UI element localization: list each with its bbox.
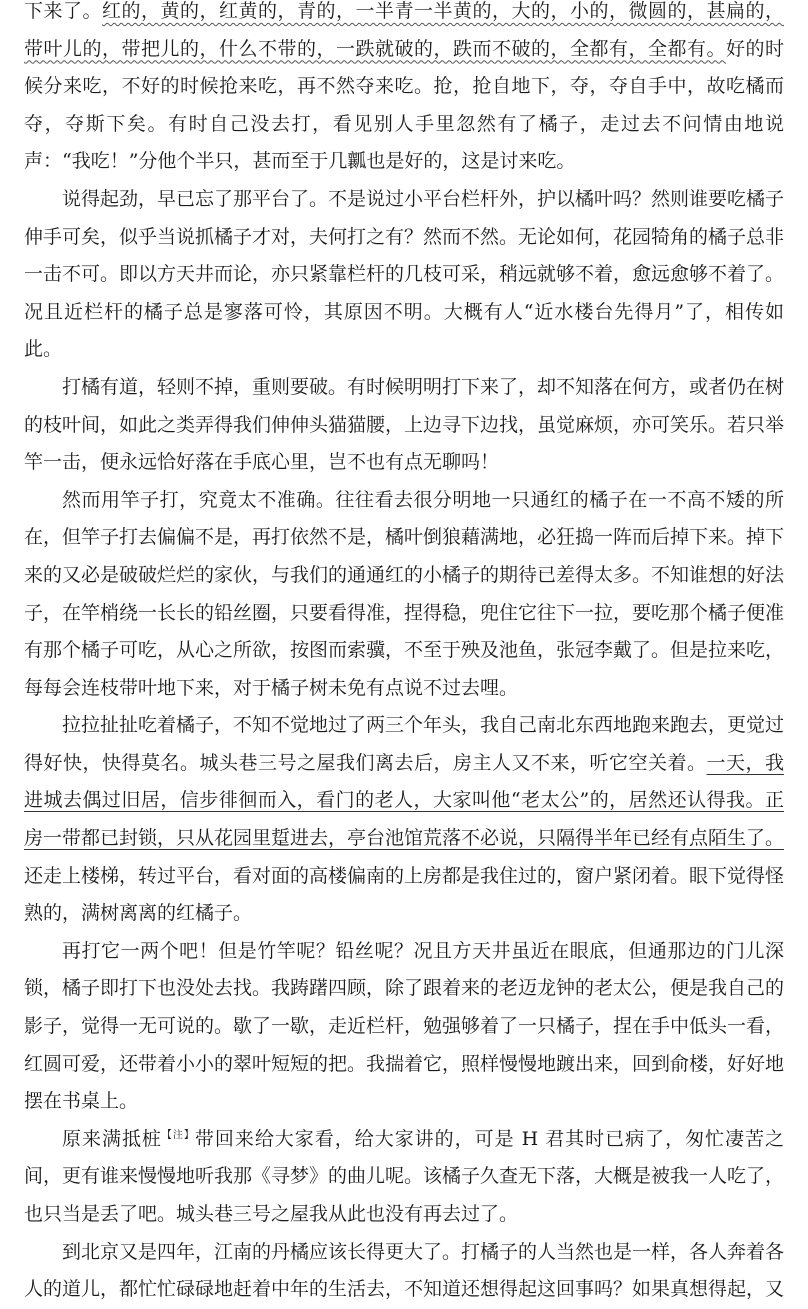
paragraph-5 xyxy=(24,707,784,933)
paragraph-1-start: 下来了。 xyxy=(24,0,102,22)
paragraph-3: 打橘有道，轻则不掉，重则要破。有时候明明打下来了，却不知落在何方，或者仍在树的枝叶间，如此之类弄得我们伸伸头猫猫腰，上边寻下边找，虽觉麻烦，亦可笑乐。若只举竿一击，便永远恰好落在手底心里，岂不也有点无聊吗！ xyxy=(24,375,785,474)
paragraph-4: 然而用竿子打，究竟太不准确。往往看去很分明地一只通红的橘子在一不高不矮的所在，但竿子打去偏偏不是，再打依然不是，橘叶倒狼藉满地，必狂捣一阵而后掉下来。掉下来的又必是破破烂烂的家伙，与我们的通通红的小橘子的期待已差得太多。不知谁想的好法子，在竿梢绕一长长的铅丝圈，只要看得准，捏得稳，兜住它往下一拉，要吃那个橘子便准有那个橘子可吃，从心之所欲，按图而索骥，不至于殃及池鱼，张冠李戴了。但是拉来吃，每每会连枝带叶地下来，对于橘子树未免有点说不过去哩。 xyxy=(24,488,785,699)
paragraph-7-rest: 带回来给大家看，给大家讲的，可是 H 君其时已病了，匆忙凄苦之间，更有谁来慢慢地听我那《寻梦》的曲儿呢。该橘子久查无下落，大概是被我一人吃了，也只当是丢了吧。城头巷三号之屋我从此也没有再去过了。 xyxy=(24,1127,785,1225)
paragraph-2: 说得起劲，早已忘了那平台了。不是说过小平台栏杆外，护以橘叶吗？然则谁要吃橘子伸手可矣，似乎当说抓橘子才对，夫何打之有？然而不然。无论如何，花园犄角的橘子总非一击不可。即以方天井而论，亦只紧靠栏杆的几枝可采，稍远就够不着，愈远愈够不着了。况且近栏杆的橘子总是寥落可怜，其原因不明。大概有人“近水楼台先得月”了，相传如此。 xyxy=(24,187,785,361)
paragraph-5-start: 拉拉扯扯吃着橘子，不知不觉地过了两三个年头，我自己南北东西地跑来跑去，更觉过得好快，快得莫名。城头巷三号之屋我们离去后，房主人又不来，听它空关着。 xyxy=(24,714,785,774)
document-page xyxy=(24,0,784,1309)
paragraph-7 xyxy=(24,1121,784,1234)
paragraph-1 xyxy=(24,0,784,181)
paragraph-7-start: 原来满抵桩 xyxy=(62,1127,162,1150)
paragraph-6: 再打它一两个吧！但是竹竿呢？铅丝呢？况且方天井虽近在眼底，但通那边的门儿深锁，橘子即打下也没处去找。我踌躇四顾，除了跟着来的老迈龙钟的老太公，便是我自己的影子，觉得一无可说的。歇了一歇，走近栏杆，勉强够着了一只橘子，捏在手中低头一看，红圆可爱，还带着小小的翠叶短短的把。我揣着它，照样慢慢地踱出来，回到俞楼，好好地摆在书桌上。 xyxy=(24,939,785,1113)
paragraph-8: 到北京又是四年，江南的丹橘应该长得更大了。打橘子的人当然也是一样，各人奔着各人的道儿，都忙忙碌碌地赶着中年的生活去，不知道还想得起这回事吗？如果真想得起，又 xyxy=(24,1240,785,1301)
paragraph-1-rest: 好的时候分来吃，不好的时候抢来吃，再不然夺来吃。抢，抢自地下，夺，夺自手中，故吃橘而夺，夺斯下矣。有时自己没去打，看见别人手里忽然有了橘子，走过去不问情由地说声：“我吃！”分他个半只，甚而至于几瓤也是好的，这是讨来吃。 xyxy=(24,37,784,173)
wavy-underlined-text: 红的，黄的，红黄的，青的，一半青一半黄的，大的，小的，微圆的，甚扁的，带叶儿的，带把儿的，什么不带的，一跌就破的，跌而不破的，全都有，全都有。 xyxy=(24,0,784,60)
paragraph-5-rest: 还走上楼梯，转过平台，看对面的高楼偏南的上房都是我住过的，窗户紧闭着。眼下觉得怪熟的，满树离离的红橘子。 xyxy=(24,864,785,925)
footnote-marker[interactable]: 【注】 xyxy=(161,1129,195,1141)
underlined-text: 一天，我进城去偶过旧居，信步徘徊而入，看门的老人，大家叫他“老太公”的，居然还认得我。正房一带都已封锁，只从花园里踅进去，亭台池馆荒落不必说，只隔得半年已经有点陌生了。 xyxy=(24,751,785,850)
